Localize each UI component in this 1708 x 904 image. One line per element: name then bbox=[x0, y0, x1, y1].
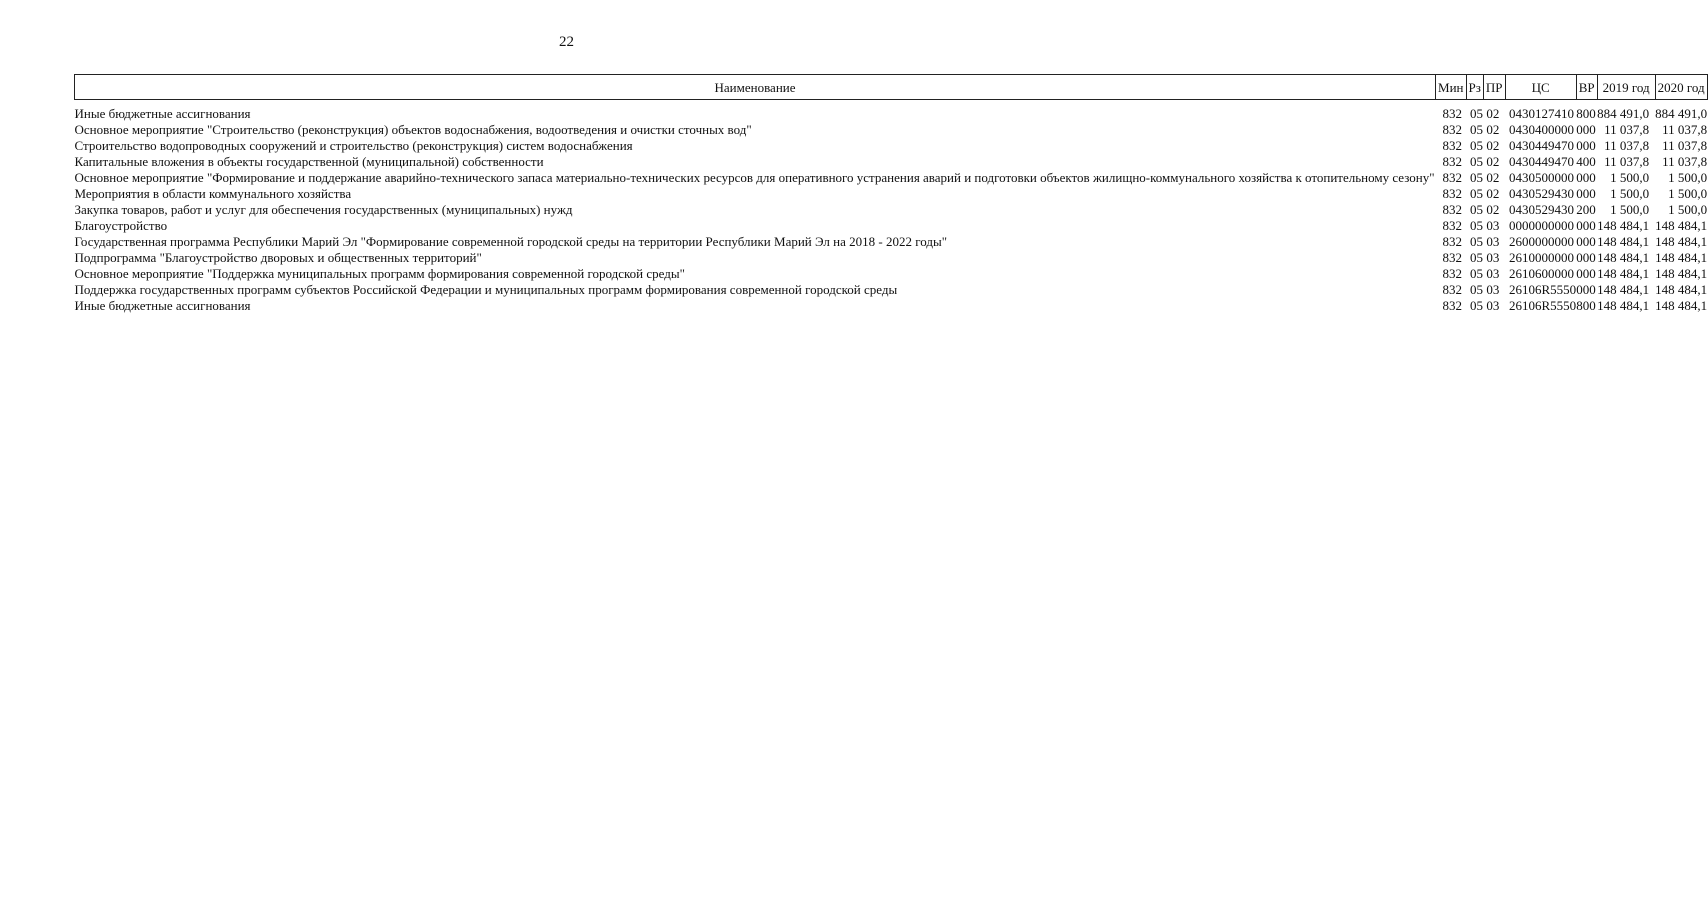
cell-rz: 05 bbox=[1470, 250, 1484, 265]
budget-table bbox=[74, 74, 1708, 313]
cell-cs: 0430529430 bbox=[1509, 202, 1575, 217]
cell-y2019: 1 500,0 bbox=[1610, 170, 1650, 185]
header-rz: Рз bbox=[1466, 75, 1483, 100]
cell-name: Мероприятия в области коммунального хозяйства bbox=[74, 186, 352, 201]
cell-y2019: 11 037,8 bbox=[1604, 122, 1650, 137]
cell-cs: 26106R5550 bbox=[1509, 298, 1577, 313]
cell-pr: 02 bbox=[1486, 122, 1500, 137]
cell-y2020: 148 484,1 bbox=[1655, 266, 1708, 281]
cell-y2020: 11 037,8 bbox=[1662, 122, 1708, 137]
cell-name: Государственная программа Республики Марий Эл "Формирование современной городской среды на территории Республики Марий Эл на 2018 - 2022 годы" bbox=[74, 234, 947, 249]
table-row bbox=[75, 137, 1708, 153]
cell-rz: 05 bbox=[1470, 186, 1484, 201]
table-row bbox=[75, 217, 1708, 233]
cell-rz: 05 bbox=[1470, 298, 1484, 313]
cell-pr: 02 bbox=[1486, 154, 1500, 169]
cell-rz: 05 bbox=[1470, 154, 1484, 169]
cell-min: 832 bbox=[1442, 266, 1463, 281]
cell-y2020: 1 500,0 bbox=[1668, 170, 1708, 185]
header-name: Наименование bbox=[75, 75, 1436, 100]
cell-cs: 2610000000 bbox=[1509, 250, 1575, 265]
cell-y2019: 148 484,1 bbox=[1597, 218, 1650, 233]
cell-name: Капитальные вложения в объекты государственной (муниципальной) собственности bbox=[74, 154, 544, 169]
page-number: 22 bbox=[559, 34, 574, 50]
cell-vr: 400 bbox=[1576, 154, 1596, 169]
cell-vr: 200 bbox=[1576, 202, 1596, 217]
header-vr: ВР bbox=[1576, 75, 1597, 100]
cell-vr: 000 bbox=[1576, 234, 1596, 249]
cell-y2020: 148 484,1 bbox=[1655, 234, 1708, 249]
cell-min: 832 bbox=[1442, 234, 1463, 249]
cell-rz: 05 bbox=[1470, 122, 1484, 137]
cell-rz: 05 bbox=[1470, 138, 1484, 153]
cell-pr: 02 bbox=[1486, 202, 1500, 217]
cell-y2020: 1 500,0 bbox=[1668, 186, 1708, 201]
cell-name: Поддержка государственных программ субъектов Российской Федерации и муниципальных программ формирования современной городской среды bbox=[74, 282, 898, 297]
cell-y2020: 148 484,1 bbox=[1655, 218, 1708, 233]
cell-y2020: 1 500,0 bbox=[1668, 202, 1708, 217]
table-row bbox=[75, 297, 1708, 313]
cell-cs: 0000000000 bbox=[1509, 218, 1575, 233]
cell-vr: 000 bbox=[1576, 282, 1596, 297]
cell-rz: 05 bbox=[1470, 282, 1484, 297]
table-row bbox=[75, 169, 1708, 185]
table-row bbox=[75, 249, 1708, 265]
cell-min: 832 bbox=[1442, 186, 1463, 201]
cell-y2019: 148 484,1 bbox=[1597, 282, 1650, 297]
cell-y2019: 884 491,0 bbox=[1597, 106, 1650, 121]
cell-y2020: 148 484,1 bbox=[1655, 298, 1708, 313]
cell-pr: 02 bbox=[1486, 186, 1500, 201]
table-row bbox=[75, 233, 1708, 249]
cell-min: 832 bbox=[1442, 122, 1463, 137]
cell-min: 832 bbox=[1442, 282, 1463, 297]
cell-cs: 26106R5550 bbox=[1509, 282, 1577, 297]
header-min: Мин bbox=[1436, 75, 1466, 100]
cell-cs: 0430449470 bbox=[1509, 138, 1575, 153]
table-row bbox=[75, 121, 1708, 137]
cell-pr: 03 bbox=[1486, 250, 1500, 265]
table-row bbox=[75, 265, 1708, 281]
cell-pr: 03 bbox=[1486, 218, 1500, 233]
cell-pr: 02 bbox=[1486, 106, 1500, 121]
cell-y2019: 148 484,1 bbox=[1597, 234, 1650, 249]
header-pr: ПР bbox=[1483, 75, 1505, 100]
cell-pr: 03 bbox=[1486, 234, 1500, 249]
cell-y2019: 1 500,0 bbox=[1610, 186, 1650, 201]
cell-cs: 0430400000 bbox=[1509, 122, 1575, 137]
table-body bbox=[75, 100, 1708, 314]
cell-rz: 05 bbox=[1470, 266, 1484, 281]
cell-y2020: 11 037,8 bbox=[1662, 138, 1708, 153]
cell-name: Иные бюджетные ассигнования bbox=[74, 298, 251, 313]
cell-vr: 000 bbox=[1576, 250, 1596, 265]
cell-cs: 0430529430 bbox=[1509, 186, 1575, 201]
cell-pr: 02 bbox=[1486, 138, 1500, 153]
cell-pr: 02 bbox=[1486, 170, 1500, 185]
cell-vr: 000 bbox=[1576, 218, 1596, 233]
cell-y2020: 148 484,1 bbox=[1655, 282, 1708, 297]
cell-name: Благоустройство bbox=[74, 218, 168, 233]
cell-cs: 2610600000 bbox=[1509, 266, 1575, 281]
cell-pr: 03 bbox=[1486, 298, 1500, 313]
cell-min: 832 bbox=[1442, 138, 1463, 153]
cell-y2019: 11 037,8 bbox=[1604, 138, 1650, 153]
cell-min: 832 bbox=[1442, 298, 1463, 313]
header-cs: ЦС bbox=[1505, 75, 1576, 100]
table-row bbox=[75, 100, 1708, 122]
cell-min: 832 bbox=[1442, 202, 1463, 217]
cell-name: Закупка товаров, работ и услуг для обеспечения государственных (муниципальных) нужд bbox=[74, 202, 573, 217]
cell-y2020: 148 484,1 bbox=[1655, 250, 1708, 265]
cell-rz: 05 bbox=[1470, 170, 1484, 185]
table-header bbox=[75, 75, 1708, 100]
table-row bbox=[75, 281, 1708, 297]
cell-pr: 03 bbox=[1486, 266, 1500, 281]
cell-y2019: 1 500,0 bbox=[1610, 202, 1650, 217]
cell-y2019: 148 484,1 bbox=[1597, 250, 1650, 265]
cell-pr: 03 bbox=[1486, 282, 1500, 297]
cell-min: 832 bbox=[1442, 170, 1463, 185]
cell-rz: 05 bbox=[1470, 218, 1484, 233]
cell-min: 832 bbox=[1442, 250, 1463, 265]
table-row bbox=[75, 185, 1708, 201]
cell-vr: 000 bbox=[1576, 186, 1596, 201]
header-2019: 2019 год bbox=[1597, 75, 1655, 100]
cell-min: 832 bbox=[1442, 154, 1463, 169]
cell-vr: 800 bbox=[1576, 298, 1596, 313]
cell-cs: 0430500000 bbox=[1509, 170, 1575, 185]
table-row bbox=[75, 201, 1708, 217]
cell-cs: 2600000000 bbox=[1509, 234, 1575, 249]
header-2020: 2020 год bbox=[1655, 75, 1707, 100]
cell-y2020: 884 491,0 bbox=[1655, 106, 1708, 121]
cell-y2019: 11 037,8 bbox=[1604, 154, 1650, 169]
cell-y2019: 148 484,1 bbox=[1597, 298, 1650, 313]
cell-cs: 0430449470 bbox=[1509, 154, 1575, 169]
cell-name: Основное мероприятие "Строительство (реконструкция) объектов водоснабжения, водоотведения и очистки сточных вод" bbox=[74, 122, 752, 137]
cell-name: Основное мероприятие "Формирование и поддержание аварийно-технического запаса материально-технических ресурсов для оперативного устранения аварий и подготовки объектов жилищно-коммунального хозяйства к отопительному сезону" bbox=[74, 170, 1435, 185]
cell-name: Строительство водопроводных сооружений и строительство (реконструкция) систем водоснабжения bbox=[74, 138, 633, 153]
cell-min: 832 bbox=[1442, 106, 1463, 121]
cell-name: Подпрограмма "Благоустройство дворовых и общественных территорий" bbox=[74, 250, 482, 265]
cell-vr: 000 bbox=[1576, 170, 1596, 185]
cell-vr: 000 bbox=[1576, 122, 1596, 137]
cell-y2020: 11 037,8 bbox=[1662, 154, 1708, 169]
table-row bbox=[75, 153, 1708, 169]
cell-cs: 0430127410 bbox=[1509, 106, 1575, 121]
cell-rz: 05 bbox=[1470, 106, 1484, 121]
cell-name: Основное мероприятие "Поддержка муниципальных программ формирования современной городской среды" bbox=[74, 266, 685, 281]
cell-vr: 000 bbox=[1576, 138, 1596, 153]
cell-rz: 05 bbox=[1470, 202, 1484, 217]
cell-rz: 05 bbox=[1470, 234, 1484, 249]
cell-vr: 800 bbox=[1576, 106, 1596, 121]
cell-y2019: 148 484,1 bbox=[1597, 266, 1650, 281]
cell-min: 832 bbox=[1442, 218, 1463, 233]
cell-name: Иные бюджетные ассигнования bbox=[74, 106, 251, 121]
cell-vr: 000 bbox=[1576, 266, 1596, 281]
